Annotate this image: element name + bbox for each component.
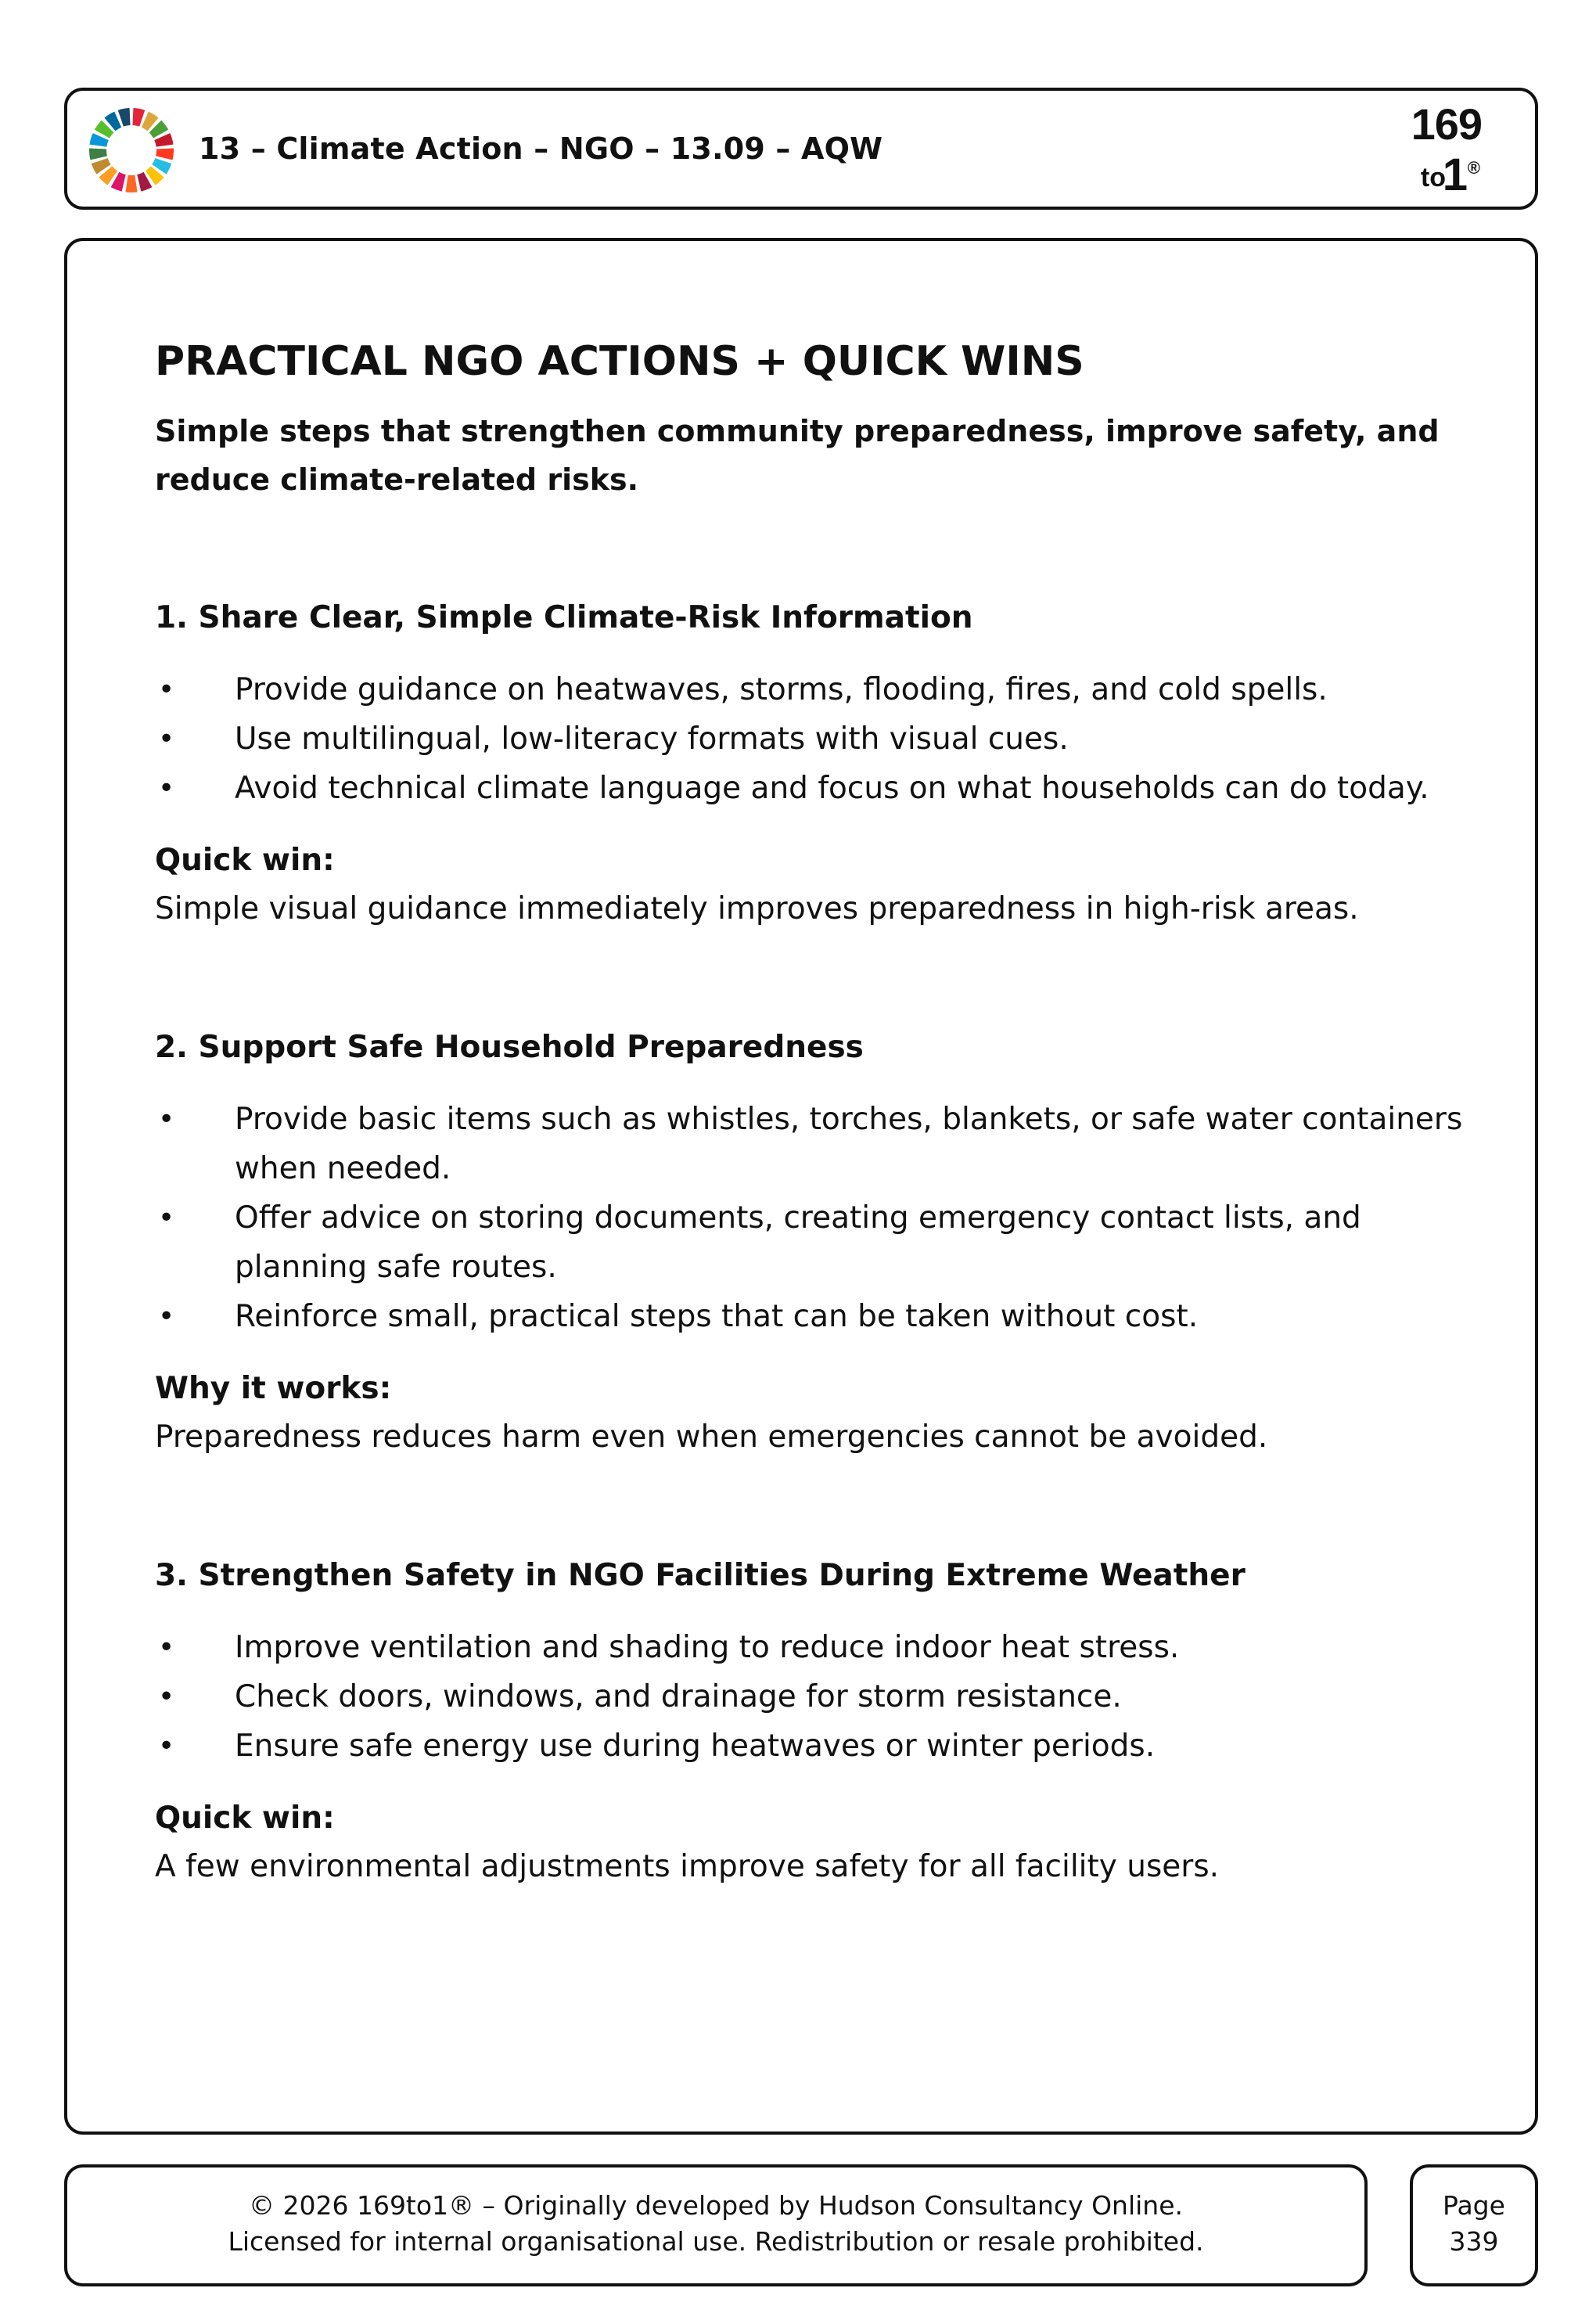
note-text: Preparedness reduces harm even when emergencies cannot be avoided. bbox=[155, 1419, 1268, 1455]
list-item-text: Check doors, windows, and drainage for storm resistance. bbox=[235, 1679, 1122, 1714]
bullet-list bbox=[155, 665, 1469, 813]
bullet-icon: • bbox=[158, 1103, 175, 1135]
list-item bbox=[155, 1095, 1469, 1193]
list-item bbox=[155, 1672, 1469, 1721]
bullet-icon: • bbox=[158, 723, 175, 755]
section-heading: 3. Strengthen Safety in NGO Facilities During Extreme Weather bbox=[155, 1558, 1246, 1593]
sdg-wheel-segment bbox=[125, 175, 137, 192]
list-item bbox=[155, 764, 1469, 813]
sdg-wheel-segment bbox=[89, 148, 107, 160]
page-subtitle: Simple steps that strengthen community preparedness, improve safety, and reduce climate-related risks. bbox=[155, 414, 1440, 497]
list-item bbox=[155, 1193, 1469, 1292]
sdg-wheel-segment bbox=[118, 108, 131, 127]
page-number-box bbox=[1410, 2164, 1538, 2286]
sdg-wheel-logo bbox=[88, 106, 175, 194]
section-2 bbox=[155, 1026, 1469, 1462]
bullet-list bbox=[155, 1623, 1469, 1771]
list-item-text: Reinforce small, practical steps that can be taken without cost. bbox=[235, 1299, 1199, 1334]
note-text: A few environmental adjustments improve safety for all facility users. bbox=[155, 1849, 1220, 1884]
sdg-wheel-segment bbox=[156, 148, 174, 160]
section-heading: 1. Share Clear, Simple Climate-Risk Information bbox=[155, 600, 973, 635]
list-item-text: Provide guidance on heatwaves, storms, flooding, fires, and cold spells. bbox=[235, 672, 1328, 707]
section-heading: 2. Support Safe Household Preparedness bbox=[155, 1030, 864, 1065]
bullet-icon: • bbox=[158, 1730, 175, 1762]
sdg-wheel-segment bbox=[132, 108, 145, 127]
bullet-icon: • bbox=[158, 1681, 175, 1713]
note-text: Simple visual guidance immediately improves preparedness in high-risk areas. bbox=[155, 891, 1359, 926]
list-item-text: Provide basic items such as whistles, torches, blankets, or safe water containers when needed. bbox=[235, 1102, 1463, 1186]
page-footer bbox=[64, 2164, 1368, 2286]
copyright-line: © 2026 169to1® – Originally developed by Hudson Consultancy Online. bbox=[248, 2190, 1184, 2221]
bullet-icon: • bbox=[158, 1631, 175, 1664]
brand-one: 1 bbox=[1442, 149, 1468, 200]
bullet-icon: • bbox=[158, 674, 175, 706]
page-title: PRACTICAL NGO ACTIONS + QUICK WINS bbox=[155, 338, 1084, 385]
list-item-text: Offer advice on storing documents, creating emergency contact lists, and planning safe routes. bbox=[235, 1200, 1361, 1285]
bullet-icon: • bbox=[158, 772, 175, 804]
list-item bbox=[155, 714, 1469, 764]
list-item-text: Avoid technical climate language and focus on what households can do today. bbox=[235, 771, 1429, 806]
list-item-text: Ensure safe energy use during heatwaves or winter periods. bbox=[235, 1729, 1156, 1764]
list-item bbox=[155, 1721, 1469, 1771]
list-item-text: Improve ventilation and shading to reduce indoor heat stress. bbox=[235, 1630, 1180, 1665]
list-item bbox=[155, 1292, 1469, 1341]
list-item bbox=[155, 665, 1469, 714]
section-3 bbox=[155, 1554, 1469, 1891]
bullet-icon: • bbox=[158, 1300, 175, 1333]
section-1 bbox=[155, 596, 1469, 934]
header-title: 13 – Climate Action – NGO – 13.09 – AQW bbox=[199, 131, 883, 166]
bullet-icon: • bbox=[158, 1202, 175, 1234]
brand-registered-mark: ® bbox=[1467, 158, 1480, 178]
list-item bbox=[155, 1623, 1469, 1672]
license-line: Licensed for internal organisational use. Redistribution or resale prohibited. bbox=[228, 2226, 1204, 2257]
page-number: 339 bbox=[1449, 2226, 1499, 2257]
page-header bbox=[64, 88, 1538, 210]
note-label: Quick win: bbox=[155, 843, 335, 878]
brand-logo bbox=[1372, 99, 1482, 200]
list-item-text: Use multilingual, low-literacy formats with visual cues. bbox=[235, 721, 1069, 757]
page-label: Page bbox=[1443, 2190, 1505, 2221]
bullet-list bbox=[155, 1095, 1469, 1341]
note-label: Quick win: bbox=[155, 1801, 335, 1836]
footer-text bbox=[67, 2188, 1364, 2260]
brand-to: to bbox=[1420, 163, 1446, 192]
note-label: Why it works: bbox=[155, 1371, 392, 1406]
brand-number: 169 bbox=[1411, 99, 1482, 149]
content-panel bbox=[64, 238, 1538, 2135]
